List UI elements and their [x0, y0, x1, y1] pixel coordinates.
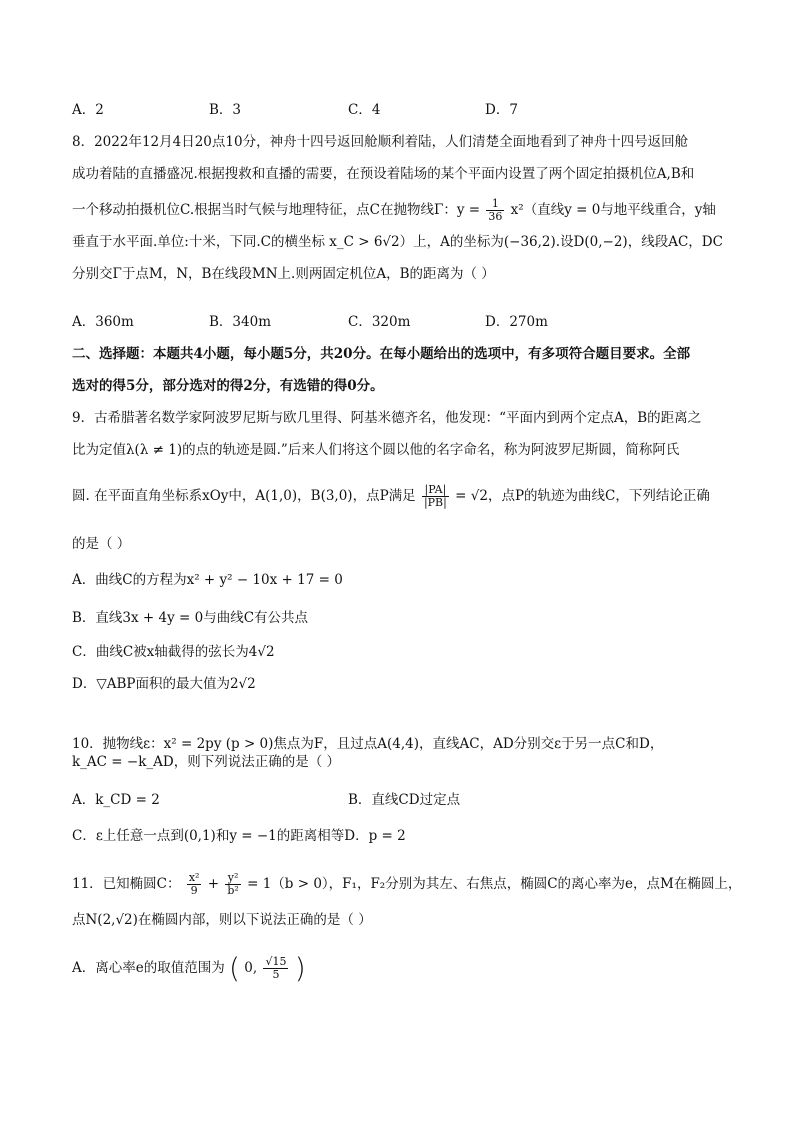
q9-fraction: [422, 484, 449, 509]
q9-line-3-text-a: 圆. 在平面直角坐标系xOy中，A(1,0)，B(3,0)，点P满足: [72, 488, 416, 504]
q7-option-a[interactable]: A．2: [72, 102, 104, 118]
q9-line-3: [72, 484, 710, 509]
q8-frac-num: 1: [486, 198, 504, 211]
q11-paren-right: ): [294, 951, 306, 985]
q8-frac-den: 36: [488, 210, 503, 223]
q8-line-5: 分别交Γ于点M，N，B在线段MN上.则两固定机位A，B的距离为（ ）: [72, 266, 495, 282]
q10-option-a[interactable]: A．k_CD = 2: [72, 792, 160, 808]
q8-line-3-text-b: x²（直线y = 0与地平线重合，y轴: [510, 202, 716, 218]
q9-frac-num: |PA|: [422, 484, 449, 497]
q9-line-3-text-b: = √2，点P的轨迹为曲线C，下列结论正确: [455, 488, 710, 504]
q7-option-d[interactable]: D．7: [485, 102, 518, 118]
q11-option-a-fraction: [263, 956, 288, 981]
section-2-heading-line-1: 二、选择题：本题共4小题，每小题5分，共20分。在每小题给出的选项中，有多项符合题目要求。全部: [72, 346, 691, 362]
q8-options: [72, 312, 724, 332]
q11-frac-x-den: 9: [190, 884, 198, 897]
q11-interval-start: 0,: [244, 960, 258, 976]
q8-option-d[interactable]: D．270m: [485, 314, 548, 330]
q11-frac-x-num: x²: [188, 871, 200, 884]
q9-option-b[interactable]: B．直线3x + 4y = 0与曲线C有公共点: [72, 610, 309, 626]
q11-frac-y-den: b²: [227, 884, 239, 897]
q9-line-1: 9．古希腊著名数学家阿波罗尼斯与欧几里得、阿基米德齐名，他发现：“平面内到两个定点A，B的距离之: [72, 410, 702, 426]
q10-option-b[interactable]: B．直线CD过定点: [348, 792, 461, 808]
q11-line-2: 点N(2,√2)在椭圆内部，则以下说法正确的是（ ）: [72, 912, 372, 928]
q11-option-a-text: A．离心率e的取值范围为: [72, 960, 225, 976]
q9-option-c[interactable]: C．曲线C被x轴截得的弦长为4√2: [72, 644, 275, 660]
q9-option-d[interactable]: D．▽ABP面积的最大值为2√2: [72, 676, 256, 692]
q11-option-a-frac-den: 5: [272, 968, 280, 981]
q9-line-2: 比为定值λ(λ ≠ 1)的点的轨迹是圆.”后来人们将这个圆以他的名字命名，称为阿波罗尼斯圆，简称阿氏: [72, 442, 680, 458]
q10-options-row-1: [72, 790, 724, 810]
q11-option-a-frac-num: √15: [265, 955, 287, 968]
q10-line-1: 10．抛物线ε：x² = 2py (p > 0)焦点为F，且过点A(4,4)，直线AC，AD分别交ε于另一点C和D，: [72, 736, 664, 752]
q11-fraction-y: [225, 872, 240, 897]
q7-option-c[interactable]: C．4: [348, 102, 381, 118]
q8-line-1: 8．2022年12月4日20点10分，神舟十四号返回舱顺利着陆，人们清楚全面地看到了神舟十四号返回舱: [72, 134, 689, 150]
q8-option-a[interactable]: A．360m: [72, 314, 134, 330]
section-2-heading-line-2: 选对的得5分，部分选对的得2分，有选错的得0分。: [72, 378, 384, 394]
q11-paren-left: (: [229, 951, 240, 985]
q8-line-2: 成功着陆的直播盛况.根据搜救和直播的需要，在预设着陆场的某个平面内设置了两个固定拍摄机位A,B和: [72, 166, 695, 182]
q11-option-a[interactable]: [72, 951, 306, 985]
q11-plus: +: [207, 876, 220, 892]
q8-fraction: [486, 198, 504, 223]
q8-line-3-text-a: 一个移动拍摄机位C.根据当时气候与地理特征，点C在抛物线Γ：y =: [72, 202, 481, 218]
q9-frac-den: |PB|: [423, 496, 447, 509]
q11-line-1: [72, 872, 741, 897]
q10-option-c-d[interactable]: C．ε上任意一点到(0,1)和y = −1的距离相等D．p = 2: [72, 828, 406, 844]
q8-line-3: [72, 198, 716, 223]
q9-line-4: 的是（ ）: [72, 536, 131, 552]
q7-option-b[interactable]: B．3: [209, 102, 242, 118]
q10-line-2: k_AC = −k_AD，则下列说法正确的是（ ）: [72, 754, 341, 770]
q9-option-a[interactable]: A．曲线C的方程为x² + y² − 10x + 17 = 0: [72, 572, 343, 588]
q11-frac-y-num: y²: [225, 872, 240, 885]
q8-option-c[interactable]: C．320m: [348, 314, 411, 330]
q11-fraction-x: [187, 872, 202, 897]
q11-line-1-text-b: = 1（b > 0），F₁，F₂分别为其左、右焦点，椭圆C的离心率为e，点M在椭圆上，: [247, 876, 742, 892]
q8-line-4: 垂直于水平面.单位:十米，下同.C的横坐标 x_C > 6√2）上，A的坐标为(−36,2).设D(0,−2)，线段AC，DC: [72, 234, 723, 250]
q7-options: [72, 100, 724, 120]
q11-line-1-text-a: 11．已知椭圆C：: [72, 876, 181, 892]
q8-option-b[interactable]: B．340m: [209, 314, 271, 330]
